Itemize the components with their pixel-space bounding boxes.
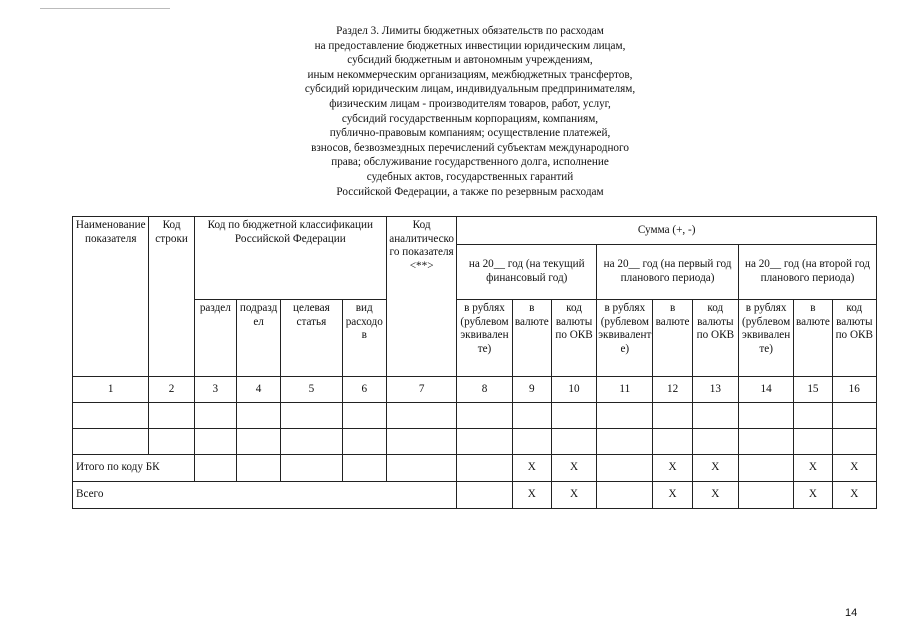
cell — [794, 429, 832, 455]
column-number: 1 — [73, 377, 149, 403]
cell — [149, 429, 194, 455]
column-number: 11 — [597, 377, 653, 403]
page-number: 14 — [845, 607, 858, 619]
column-number: 14 — [738, 377, 793, 403]
header-period-first: на 20__ год (на первый год планового периода) — [597, 245, 739, 300]
total-all-label: Всего — [73, 482, 457, 509]
cell — [386, 455, 456, 482]
cell — [597, 403, 653, 429]
heading-line: публично-правовым компаниям; осуществление платежей, — [329, 127, 611, 140]
header-subsection: подраздел — [236, 300, 280, 377]
x-mark: X — [794, 455, 832, 482]
header-target-item: целевая статья — [281, 300, 342, 377]
header-rub: в рублях (рублевом эквиваленте) — [457, 300, 512, 377]
x-mark: X — [832, 482, 876, 509]
header-okv: код валюты по ОКВ — [692, 300, 738, 377]
header-section: раздел — [194, 300, 236, 377]
cell — [512, 403, 551, 429]
header-currency: в валюте — [794, 300, 832, 377]
cell — [236, 429, 280, 455]
heading-line: на предоставление бюджетных инвестиции юридическим лицам, — [314, 39, 626, 52]
column-number: 16 — [832, 377, 876, 403]
limits-table — [72, 216, 877, 509]
header-row-code: Код строки — [149, 217, 194, 377]
header-okv: код валюты по ОКВ — [551, 300, 596, 377]
x-mark: X — [794, 482, 832, 509]
cell — [457, 482, 512, 509]
column-number: 2 — [149, 377, 194, 403]
cell — [738, 429, 793, 455]
total-all-row — [73, 482, 877, 509]
cell — [832, 403, 876, 429]
cell — [386, 429, 456, 455]
column-number: 9 — [512, 377, 551, 403]
header-currency: в валюте — [512, 300, 551, 377]
cell — [653, 429, 692, 455]
cell — [692, 429, 738, 455]
column-number: 5 — [281, 377, 342, 403]
section-heading — [150, 24, 790, 199]
cell — [342, 429, 386, 455]
x-mark: X — [692, 455, 738, 482]
cell — [342, 455, 386, 482]
cell — [457, 429, 512, 455]
header-rub: в рублях (рублевом эквиваленте) — [738, 300, 793, 377]
scan-artifact-line — [40, 8, 170, 9]
column-number: 15 — [794, 377, 832, 403]
cell — [738, 403, 793, 429]
heading-line: взносов, безвозмездных перечислений субъектам международного — [311, 141, 629, 154]
cell — [236, 403, 280, 429]
cell — [73, 403, 149, 429]
cell — [551, 429, 596, 455]
cell — [73, 429, 149, 455]
cell — [457, 455, 512, 482]
cell — [551, 403, 596, 429]
x-mark: X — [551, 455, 596, 482]
column-number: 8 — [457, 377, 512, 403]
cell — [597, 429, 653, 455]
cell — [342, 403, 386, 429]
cell — [194, 403, 236, 429]
x-mark: X — [653, 455, 692, 482]
cell — [832, 429, 876, 455]
cell — [386, 403, 456, 429]
column-number: 10 — [551, 377, 596, 403]
cell — [512, 429, 551, 455]
column-number: 7 — [386, 377, 456, 403]
x-mark: X — [512, 455, 551, 482]
cell — [738, 482, 793, 509]
total-bk-label: Итого по коду БК — [73, 455, 195, 482]
table-row — [73, 403, 877, 429]
header-indicator-name: Наименование показателя — [73, 217, 149, 377]
cell — [692, 403, 738, 429]
table-row — [73, 429, 877, 455]
header-sum: Сумма (+, -) — [457, 217, 877, 245]
cell — [457, 403, 512, 429]
heading-line: Российской Федерации, а также по резервным расходам — [336, 185, 604, 198]
column-number: 13 — [692, 377, 738, 403]
cell — [794, 403, 832, 429]
x-mark: X — [832, 455, 876, 482]
header-period-second: на 20__ год (на второй год планового периода) — [738, 245, 876, 300]
x-mark: X — [692, 482, 738, 509]
cell — [597, 482, 653, 509]
total-bk-row — [73, 455, 877, 482]
heading-line: субсидий бюджетным и автономным учреждениям, — [347, 54, 593, 67]
heading-line: судебных актов, государственных гарантий — [366, 170, 574, 183]
header-bk-code: Код по бюджетной классификации Российской Федерации — [194, 217, 386, 300]
cell — [149, 403, 194, 429]
cell — [738, 455, 793, 482]
header-okv: код валюты по ОКВ — [832, 300, 876, 377]
cell — [597, 455, 653, 482]
cell — [281, 455, 342, 482]
column-number: 4 — [236, 377, 280, 403]
column-number: 6 — [342, 377, 386, 403]
header-rub: в рублях (рублевом эквиваленте) — [597, 300, 653, 377]
header-analytic-code: Код аналитического показателя <**> — [386, 217, 456, 377]
cell — [194, 429, 236, 455]
heading-line: иным некоммерческим организациям, межбюджетных трансфертов, — [307, 68, 633, 81]
x-mark: X — [551, 482, 596, 509]
column-number: 3 — [194, 377, 236, 403]
column-number: 12 — [653, 377, 692, 403]
heading-line: субсидий юридическим лицам, индивидуальным предпринимателям, — [304, 83, 636, 96]
header-period-current: на 20__ год (на текущий финансовый год) — [457, 245, 597, 300]
cell — [236, 455, 280, 482]
heading-line: физическим лицам - производителям товаров, работ, услуг, — [329, 97, 611, 110]
header-currency: в валюте — [653, 300, 692, 377]
heading-line: права; обслуживание государственного долга, исполнение — [331, 156, 609, 169]
cell — [281, 429, 342, 455]
x-mark: X — [653, 482, 692, 509]
heading-line: Раздел 3. Лимиты бюджетных обязательств по расходам — [336, 25, 604, 37]
heading-line: субсидий государственным корпорациям, компаниям, — [341, 112, 599, 125]
header-expense-type: вид расходов — [342, 300, 386, 377]
x-mark: X — [512, 482, 551, 509]
cell — [653, 403, 692, 429]
cell — [281, 403, 342, 429]
cell — [194, 455, 236, 482]
